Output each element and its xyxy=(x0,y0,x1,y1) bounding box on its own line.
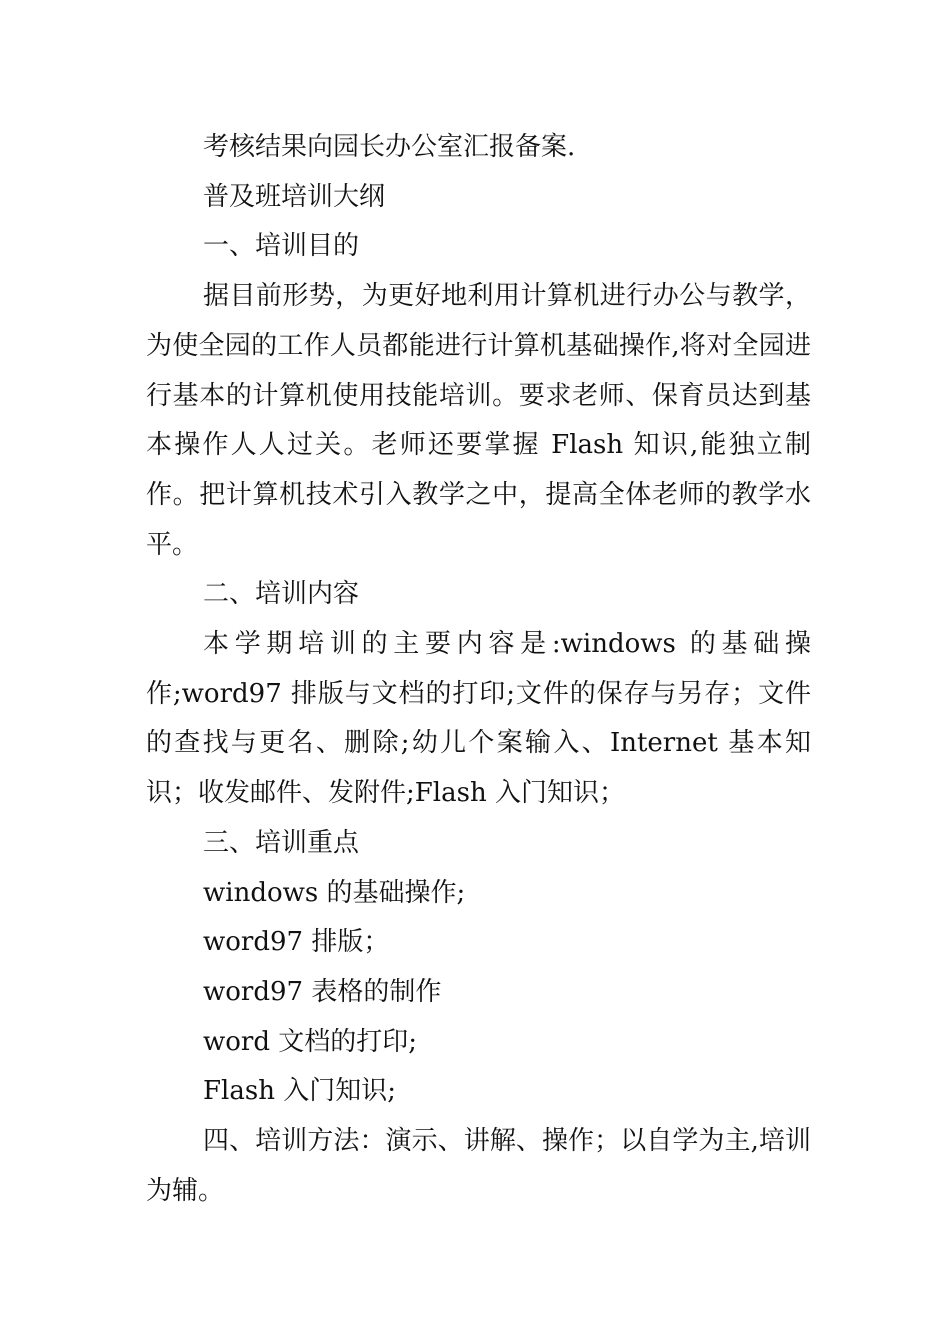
list-item-word-printing: word 文档的打印; xyxy=(203,1026,418,1057)
list-item-flash: Flash 入门知识; xyxy=(203,1076,396,1107)
paragraph-purpose: 据目前形势，为更好地利用计算机进行办公与教学，为使全园的工作人员都能进行计算机基础操作,将对全园进行基本的计算机使用技能培训。要求老师、保育员达到基本操作人人过关。老师还要掌握 Flash 知识,能独立制作。把计算机技术引入教学之中，提高全体老师的教学水平。 xyxy=(146,281,811,560)
section-heading-content: 二、培训内容 xyxy=(203,579,360,610)
paragraph-content: 本学期培训的主要内容是:windows 的基础操作;word97 排版与文档的打印;文件的保存与另存；文件的查找与更名、删除;幼儿个案输入、Internet 基本知识；收发邮件、发附件;Flash 入门知识； xyxy=(146,629,811,809)
section-heading-focus: 三、培训重点 xyxy=(203,827,360,858)
section-heading-purpose: 一、培训目的 xyxy=(203,231,360,262)
list-item-windows: windows 的基础操作; xyxy=(203,877,466,908)
outline-title: 普及班培训大纲 xyxy=(203,181,386,212)
list-item-word-layout: word97 排版； xyxy=(203,927,390,958)
paragraph-methods: 四、培训方法：演示、讲解、操作；以自学为主,培训为辅。 xyxy=(146,1126,811,1206)
document-body xyxy=(146,123,811,1216)
paragraph-assessment-filing: 考核结果向园长办公室汇报备案. xyxy=(203,132,576,162)
list-item-word-tables: word97 表格的制作 xyxy=(203,976,442,1007)
